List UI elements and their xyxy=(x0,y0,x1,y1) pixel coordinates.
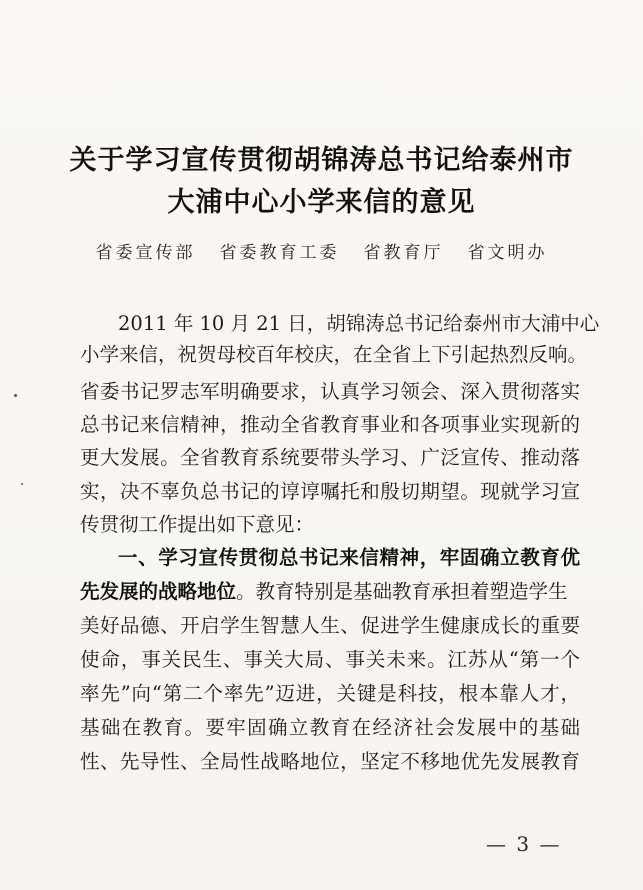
issuing-departments xyxy=(0,238,643,263)
paragraph-1-line: 省委书记罗志军明确要求，认真学习领会、深入贯彻落实 xyxy=(80,380,580,403)
issuer: 省教育厅 xyxy=(363,243,444,263)
section-1-line: 性、先导性、全局性战略地位，坚定不移地优先发展教育 xyxy=(80,750,580,773)
issuer: 省文明办 xyxy=(467,243,548,263)
section-1-heading-cont: 先发展的战略地位 xyxy=(80,580,237,603)
section-1-line: 使命，事关民生、事关大局、事关未来。江苏从“第一个 xyxy=(80,648,580,671)
issuer: 省委教育工委 xyxy=(219,243,340,263)
issuer: 省委宣传部 xyxy=(95,243,196,263)
paragraph-1-line: 总书记来信精神，推动全省教育事业和各项事业实现新的 xyxy=(80,413,580,436)
section-1-heading: 一、学习宣传贯彻总书记来信精神，牢固确立教育优 xyxy=(118,546,580,569)
section-1-line: 基础在教育。要牢固确立教育在经济社会发展中的基础 xyxy=(80,716,580,739)
scan-speck xyxy=(14,394,17,397)
section-1-text: 。教育特别是基础教育承担着塑造学生 xyxy=(236,580,568,603)
document-title-line-1: 关于学习宣传贯彻胡锦涛总书记给泰州市 xyxy=(69,145,574,176)
paragraph-1-line: 2011 年 10 月 21 日，胡锦涛总书记给泰州市大浦中心 xyxy=(118,312,600,335)
paragraph-1-line: 小学来信，祝贺母校百年校庆，在全省上下引起热烈反响。 xyxy=(80,343,588,366)
document-title-line-2: 大浦中心小学来信的意见 xyxy=(167,187,476,218)
section-1-line: 美好品德、开启学生智慧人生、促进学生健康成长的重要 xyxy=(80,614,580,637)
section-1-line: 率先”向“第二个率先”迈进，关键是科技，根本靠人才， xyxy=(80,682,580,705)
paragraph-1-line: 传贯彻工作提出如下意见： xyxy=(80,513,315,536)
paragraph-1-line: 实，决不辜负总书记的谆谆嘱托和殷切期望。现就学习宣 xyxy=(80,480,580,503)
page-number: — 3 — xyxy=(486,832,562,856)
scan-speck xyxy=(21,483,23,485)
section-1-line xyxy=(80,580,580,604)
paragraph-1-line: 更大发展。全省教育系统要带头学习、广泛宣传、推动落 xyxy=(80,446,580,469)
